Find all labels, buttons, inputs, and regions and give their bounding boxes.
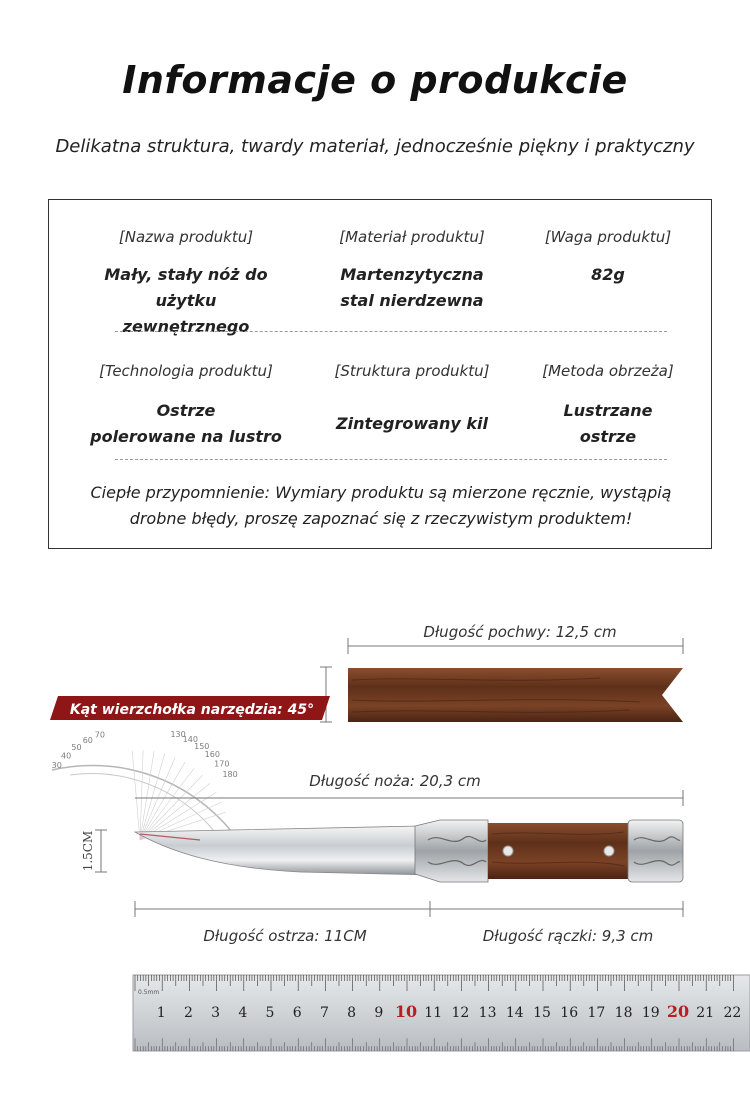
divider — [115, 459, 667, 460]
knife-length-label: Długość noża: 20,3 cm — [309, 772, 481, 790]
protractor-ticks — [52, 730, 238, 779]
spec-value-line: zewnętrznego — [122, 317, 250, 336]
spec-value — [81, 262, 291, 340]
spec-value-line: Mały, stały nóż do użytku — [104, 265, 268, 310]
ruler-number: 8 — [347, 1005, 357, 1021]
product-info-table — [48, 199, 712, 549]
spec-label: [Waga produktu] — [544, 228, 672, 246]
spec-value-line: Zintegrowany kil — [336, 414, 488, 433]
protractor-number: 170 — [214, 759, 230, 769]
spec-value — [81, 398, 291, 450]
ruler-number: 9 — [374, 1005, 384, 1021]
ruler-number: 11 — [424, 1005, 443, 1021]
protractor-number: 30 — [51, 761, 62, 771]
protractor-number: 150 — [194, 741, 210, 751]
warm-reminder-note — [49, 480, 713, 532]
protractor-ray — [140, 750, 143, 840]
sheath-dimension — [348, 623, 683, 654]
ruler-image — [133, 975, 750, 1051]
ruler-number: 18 — [614, 1005, 633, 1021]
spec-value — [307, 262, 517, 314]
knife-image — [135, 820, 683, 882]
ruler-number: 19 — [641, 1005, 660, 1021]
protractor-ray — [132, 750, 140, 840]
protractor-ray — [140, 757, 175, 840]
protractor-number: 70 — [94, 730, 105, 740]
protractor-image — [52, 730, 238, 840]
ruler-number: 21 — [696, 1005, 715, 1021]
spec-value — [503, 398, 713, 450]
ruler-number: 2 — [183, 1005, 193, 1021]
ruler-number: 6 — [292, 1005, 302, 1021]
ruler-number: 22 — [723, 1005, 742, 1021]
spec-value-line: ostrze — [579, 427, 637, 446]
protractor-number: 180 — [222, 769, 238, 779]
protractor-number: 40 — [60, 751, 72, 761]
ruler-number: 17 — [587, 1005, 606, 1021]
blade-handle-dimensions — [135, 901, 683, 945]
spec-product-name — [81, 228, 291, 340]
ruler-number: 14 — [505, 1005, 524, 1021]
spec-label: [Technologia produktu] — [99, 362, 273, 380]
spec-value — [503, 262, 713, 288]
protractor-number: 50 — [71, 743, 82, 753]
knife-length-dimension — [135, 769, 683, 806]
spec-label: [Struktura produktu] — [334, 362, 490, 380]
ruler-unit-label: 0.5mm — [138, 989, 160, 996]
blade-height-marker — [81, 830, 107, 872]
spec-value-line: stal nierdzewna — [340, 291, 484, 310]
divider — [115, 331, 667, 332]
ruler-number: 5 — [265, 1005, 275, 1021]
spec-material — [307, 228, 517, 314]
protractor-number: 140 — [182, 735, 198, 745]
tip-angle-label: Kąt wierzchołka narzędzia: 45° — [69, 702, 315, 718]
sheath-image — [348, 668, 683, 722]
blade-length-label: Długość ostrza: 11CM — [203, 927, 367, 945]
spec-weight — [503, 228, 713, 288]
blade-height-label: 1.5CM — [81, 830, 95, 872]
spec-structure — [307, 362, 517, 437]
spec-value-line: Ostrze — [156, 401, 216, 420]
note-line: drobne błędy, proszę zapoznać się z rzeczywistym produktem! — [129, 509, 633, 528]
ruler-number: 1 — [156, 1005, 166, 1021]
ruler-number: 7 — [319, 1005, 329, 1021]
tip-angle-badge — [50, 696, 330, 720]
spec-value-line: Lustrzane — [563, 401, 653, 420]
page-subtitle: Delikatna struktura, twardy materiał, jednocześnie piękny i praktyczny — [55, 136, 695, 157]
handle-length-label: Długość rączki: 9,3 cm — [482, 927, 654, 945]
spec-edge-method — [503, 362, 713, 450]
spec-label: [Nazwa produktu] — [118, 228, 254, 246]
sheath-length-label: Długość pochwy: 12,5 cm — [423, 623, 617, 641]
spec-label: [Materiał produktu] — [339, 228, 485, 246]
ruler-number: 16 — [560, 1005, 579, 1021]
protractor-number: 60 — [82, 736, 93, 746]
ruler-number: 3 — [211, 1005, 221, 1021]
spec-technology — [81, 362, 291, 450]
ruler-number: 20 — [666, 1002, 690, 1021]
page-title: Informacje o produkcie — [122, 58, 628, 102]
ruler-number: 4 — [238, 1005, 248, 1021]
protractor-ray — [140, 751, 154, 840]
spec-label: [Metoda obrzeża] — [542, 362, 674, 380]
spec-value-line: 82g — [591, 265, 625, 284]
protractor-number: 160 — [204, 750, 220, 760]
ruler-number: 15 — [533, 1005, 551, 1021]
note-line: Ciepłe przypomnienie: Wymiary produktu są mierzone ręcznie, wystąpią — [90, 483, 672, 502]
spec-value — [307, 411, 517, 437]
spec-value-line: Martenzytyczna — [340, 265, 484, 284]
knife-dimension-diagram — [0, 600, 750, 1093]
ruler-number: 13 — [478, 1005, 497, 1021]
protractor-rays — [132, 750, 225, 840]
protractor-number: 130 — [170, 729, 186, 739]
ruler-number: 10 — [394, 1002, 418, 1021]
ruler-number: 12 — [451, 1005, 470, 1021]
spec-value-line: polerowane na lustro — [90, 427, 282, 446]
